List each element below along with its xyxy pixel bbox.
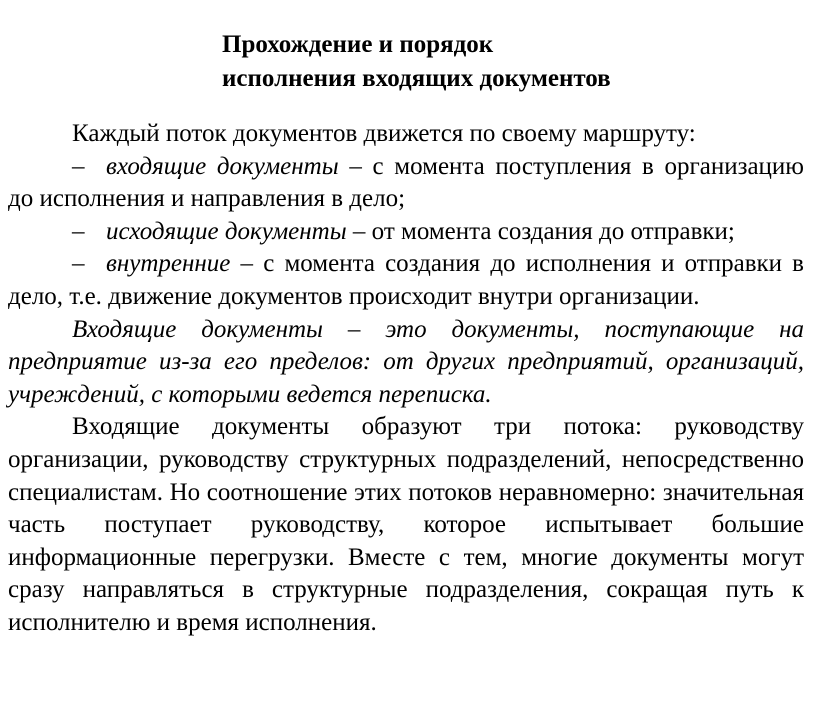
- flow-term: входящие документы: [106, 152, 339, 180]
- dash-marker: –: [72, 250, 85, 278]
- flow-item-incoming: [8, 151, 804, 216]
- flow-term: внутренние: [106, 250, 231, 278]
- dash-marker: –: [72, 217, 85, 245]
- flow-text: – с момента поступления в организацию до исполнения и направления в дело;: [8, 152, 804, 213]
- document-body: [8, 118, 804, 640]
- flow-text: – от момента создания до отправки;: [346, 217, 735, 245]
- dash-marker: –: [72, 152, 85, 180]
- title-line-1: Прохождение и порядок: [222, 31, 494, 58]
- intro-paragraph: Каждый поток документов движется по своему маршруту:: [72, 120, 696, 147]
- definition-paragraph: Входящие документы – это документы, поступающие на предприятие из-за его пределов: от других предприятий, организаций, учреждений, с которыми ведется переписка.: [8, 315, 804, 408]
- flows-paragraph: Входящие документы образуют три потока: руководству организации, руководству структурных подразделений, непосредственно специалистам. Но соотношение этих потоков неравномерно: значительная часть поступает руководству, которое испытывает большие информационные перегрузки. Вместе с тем, многие документы могут сразу направляться в структурные подразделения, сокращая путь к исполнителю и время исполнения.: [8, 413, 804, 636]
- flow-item-internal: [8, 248, 804, 313]
- document-title: [222, 28, 611, 96]
- flow-term: исходящие документы: [106, 217, 347, 245]
- flow-item-outgoing: [8, 216, 804, 249]
- flow-text: – с момента создания до исполнения и отправки в дело, т.е. движение документов происходит внутри организации.: [8, 250, 804, 310]
- title-line-2: исполнения входящих документов: [222, 65, 611, 92]
